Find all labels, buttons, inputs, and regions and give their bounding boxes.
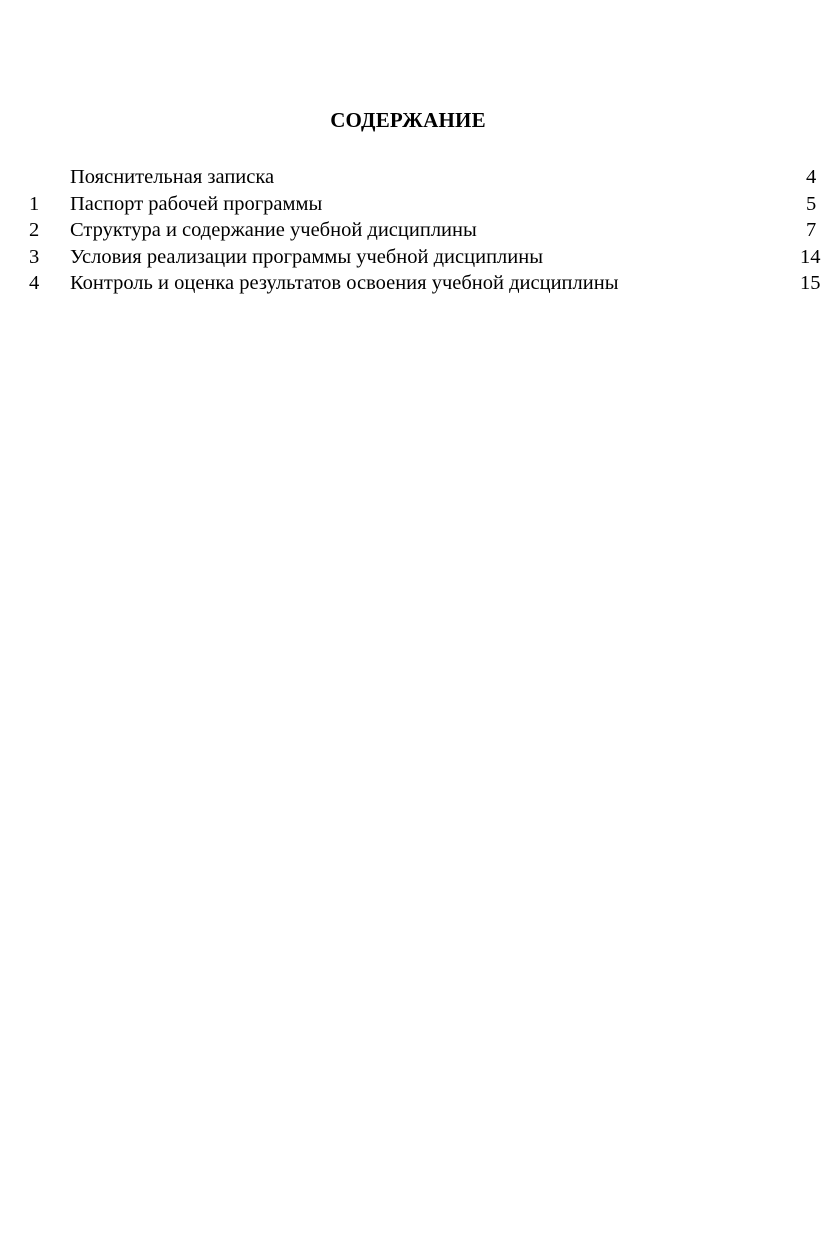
toc-entry-number: 1 — [29, 192, 40, 215]
toc-entry-label: Пояснительная записка — [70, 166, 275, 188]
page-title: СОДЕРЖАНИЕ — [330, 108, 486, 132]
toc-entry[interactable] — [0, 191, 816, 218]
toc-entry-label: Структура и содержание учебной дисциплины — [70, 219, 477, 241]
toc-entry[interactable] — [0, 164, 816, 191]
toc-entry-number: 2 — [29, 219, 40, 241]
toc-entry-label: Контроль и оценка результатов освоения учебной дисциплины — [70, 272, 619, 294]
toc-entry-page: 15 — [800, 272, 821, 294]
toc-entry-page: 4 — [806, 166, 817, 188]
toc-entry-number: 4 — [29, 272, 40, 294]
toc-entry-label: Паспорт рабочей программы — [70, 192, 323, 215]
toc-entry[interactable] — [0, 217, 816, 244]
toc-entry-number: 3 — [29, 245, 40, 268]
toc-entry[interactable] — [0, 270, 821, 297]
toc-entry-page: 7 — [806, 219, 817, 241]
toc-entry[interactable] — [0, 244, 821, 271]
toc-entry-label: Условия реализации программы учебной дисциплины — [70, 245, 543, 268]
toc-entry-page: 5 — [806, 192, 817, 215]
table-of-contents — [0, 164, 821, 297]
toc-entry-page: 14 — [800, 245, 821, 268]
